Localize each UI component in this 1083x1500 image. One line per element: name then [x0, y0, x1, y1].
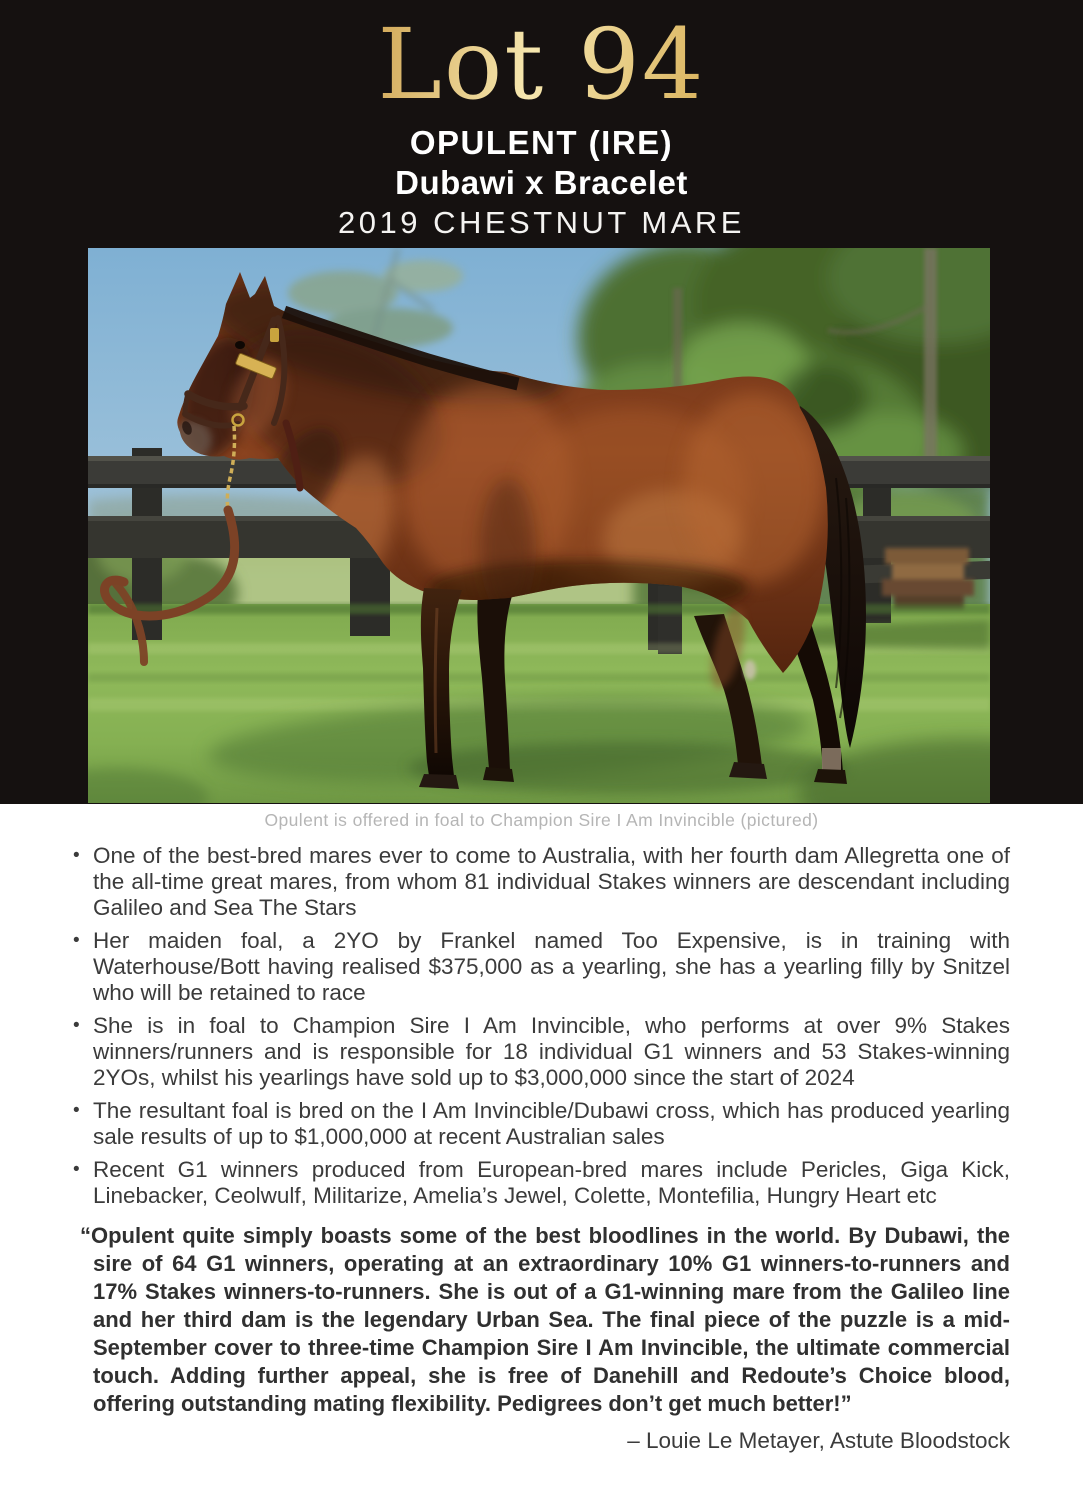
lot-details: [80, 843, 1010, 1454]
bullet-item: • The resultant foal is bred on the I Am Invincible/Dubawi cross, which has produced yearling sale results of up to $1,000,000 at recent Australian sales: [93, 1098, 1010, 1150]
foal-year-description: 2019 CHESTNUT MARE: [338, 205, 745, 240]
bullet-item: • Her maiden foal, a 2YO by Frankel named Too Expensive, is in training with Waterhouse/Bott having realised $375,000 as a yearling, she has a yearling filly by Snitzel who will be retained to race: [93, 928, 1010, 1006]
paddock-scene: [88, 248, 990, 803]
photo-caption: Opulent is offered in foal to Champion Sire I Am Invincible (pictured): [264, 810, 819, 830]
horse-eye: [235, 341, 245, 349]
pedigree-line: Dubawi x Bracelet: [395, 164, 688, 201]
quote-attribution: – Louie Le Metayer, Astute Bloodstock: [627, 1428, 1010, 1453]
bullet-item: • One of the best-bred mares ever to come to Australia, with her fourth dam Allegretta one of the all-time great mares, from whom 81 individual Stakes winners are descendant including Galileo and Sea The Stars: [93, 843, 1010, 921]
agent-quote: “Opulent quite simply boasts some of the best bloodlines in the world. By Dubawi, the sire of 64 G1 winners, operating at an extraordinary 10% G1 winners-to-runners and 17% Stakes winners-to-runners. She is out of a G1-winning mare from the Galileo line and her third dam is the legendary Urban Sea. The final piece of the puzzle is a mid-September cover to three-time Champion Sire I Am Invincible, the ultimate commercial touch. Adding further appeal, she is free of Danehill and Redoute’s Choice blood, offering outstanding mating flexibility. Pedigrees don’t get much better!”: [80, 1223, 1010, 1416]
horse-photo: [88, 248, 990, 803]
bullet-item: • Recent G1 winners produced from European-bred mares include Pericles, Giga Kick, Linebacker, Ceolwulf, Militarize, Amelia’s Jewel, Colette, Montefilia, Hungry Heart etc: [93, 1157, 1010, 1209]
bullet-list: [93, 843, 1010, 1209]
lot-number-title: Lot 94: [0, 16, 1083, 115]
bullet-item: • She is in foal to Champion Sire I Am Invincible, who performs at over 9% Stakes winners/runners and is responsible for 18 individual G1 winners and 53 Stakes-winning 2YOs, whilst his yearlings have sold up to $3,000,000 since the start of 2024: [93, 1013, 1010, 1091]
halter-buckle: [270, 328, 279, 342]
wood-pile: [882, 548, 974, 609]
horse-name: OPULENT (IRE): [409, 124, 674, 161]
